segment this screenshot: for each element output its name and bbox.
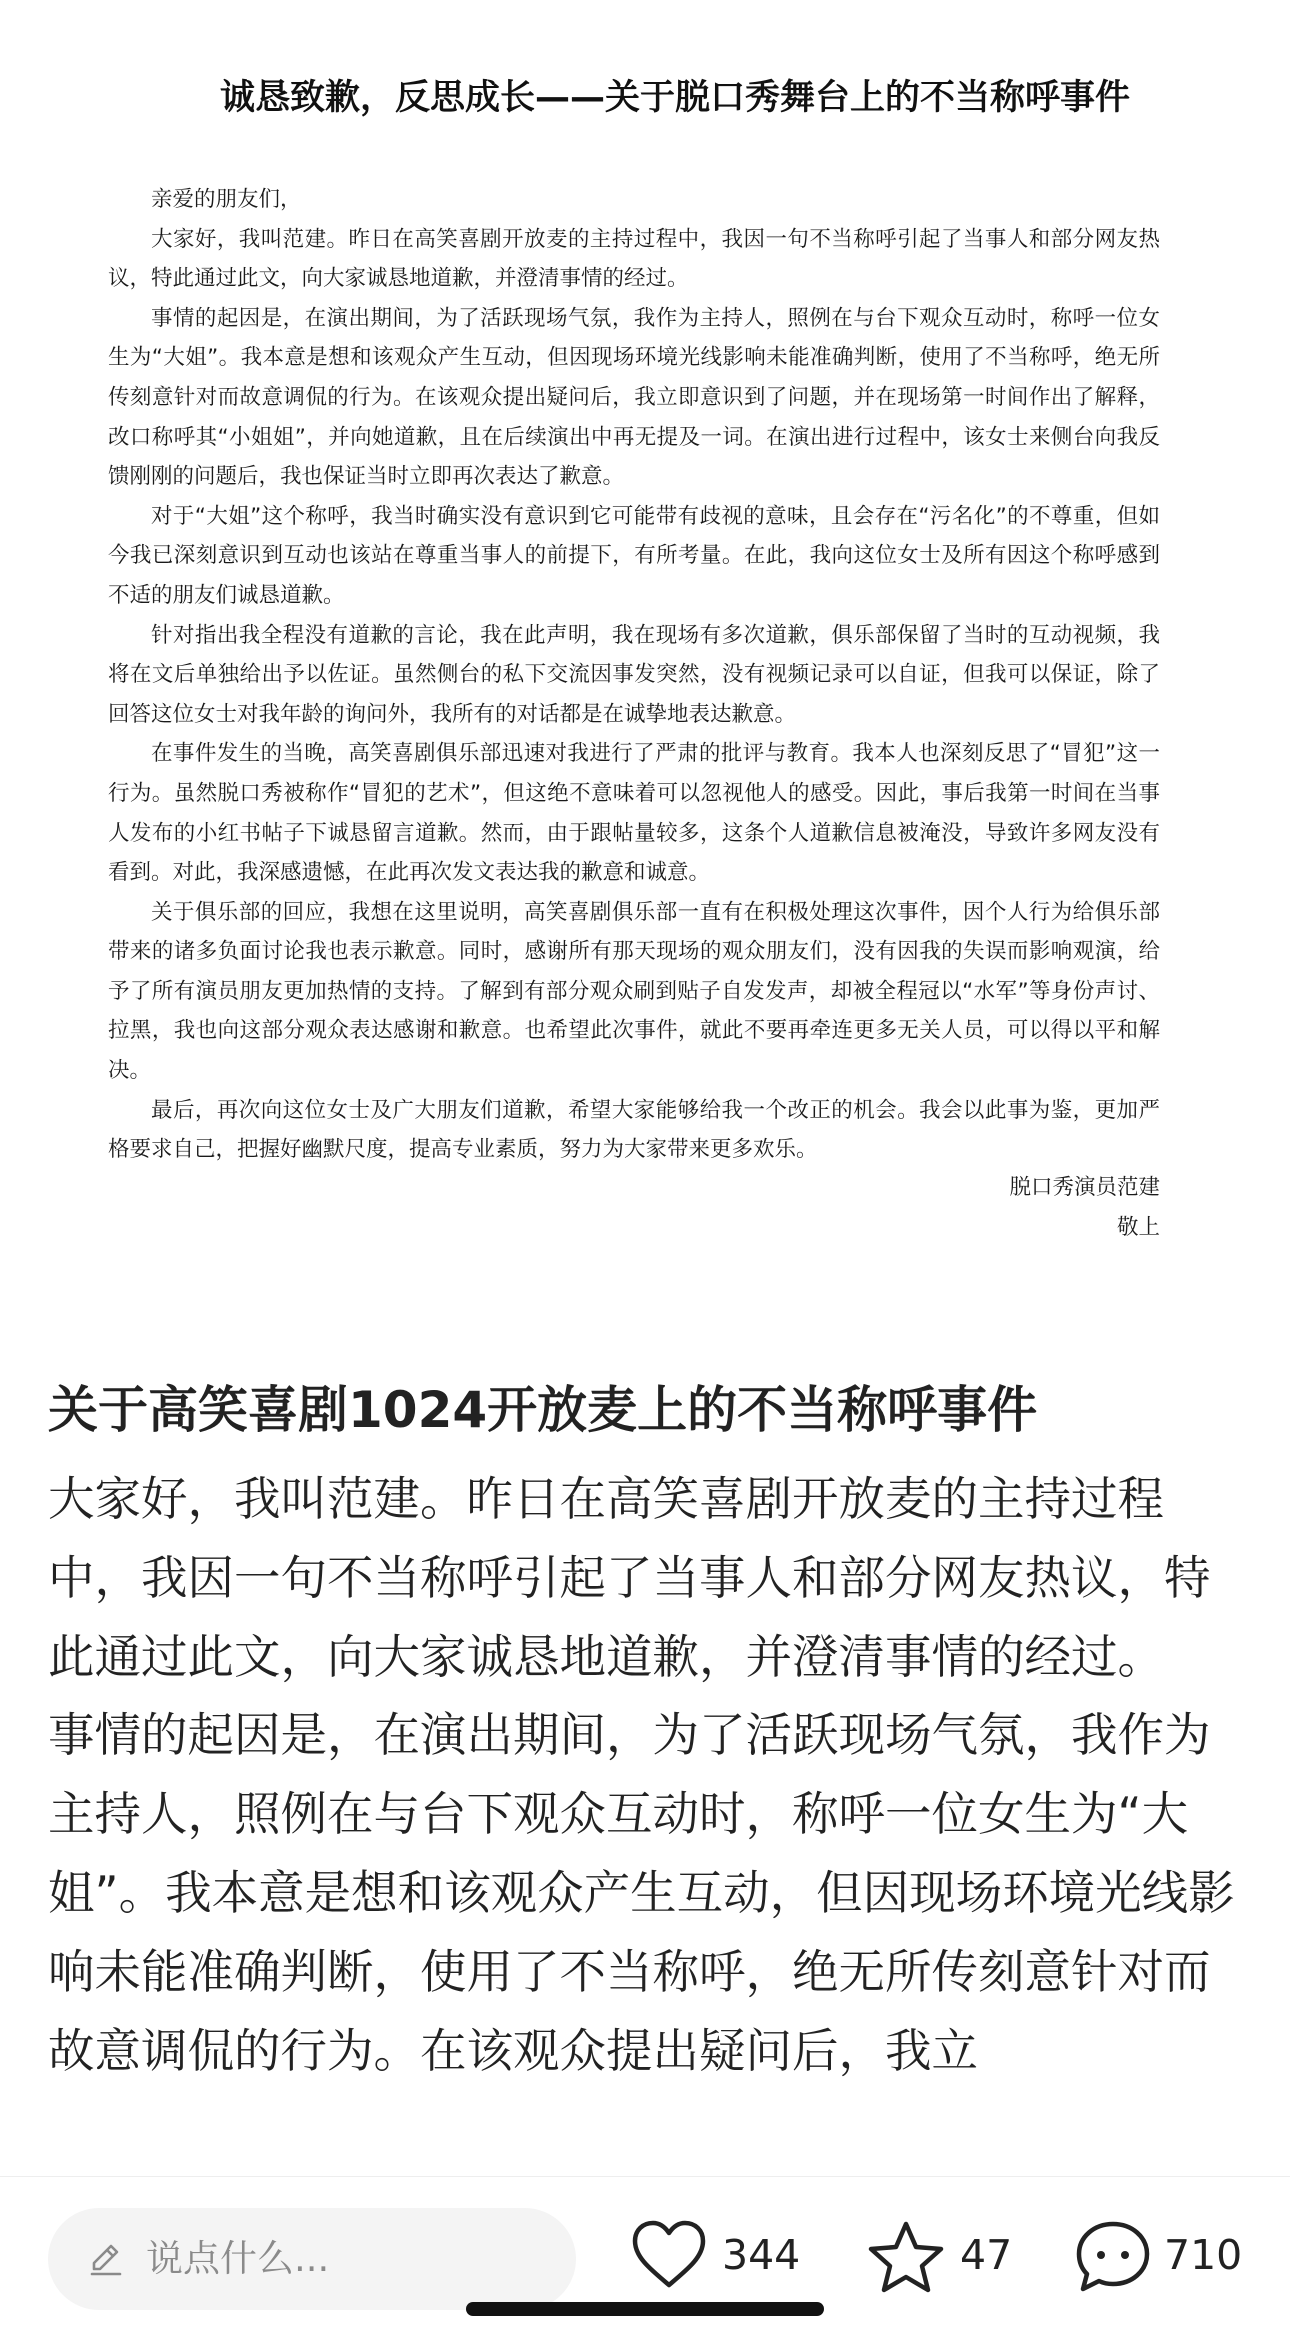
letter-paragraph: 最后，再次向这位女士及广大朋友们道歉，希望大家能够给我一个改正的机会。我会以此事为鉴，更加严格要求自己，把握好幽默尺度，提高专业素质，努力为大家带来更多欢乐。 xyxy=(108,1097,1160,1163)
favorite-count: 47 xyxy=(960,2231,1013,2279)
letter-greeting: 亲爱的朋友们， xyxy=(151,187,302,212)
letter-paragraph: 事情的起因是，在演出期间，为了活跃现场气氛，我作为主持人，照例在与台下观众互动时，称呼一位女生为“大姐”。我本意是想和该观众产生互动，但因现场环境光线影响未能准确判断，使用了不当称呼，绝无所传刻意针对而故意调侃的行为。在该观众提出疑问后，我立即意识到了问题，并在现场第一时间作出了解释，改口称呼其“小姐姐”，并向她道歉，且在后续演出中再无提及一词。在演出进行过程中，该女士来侧台向我反馈刚刚的问题后，我也保证当时立即再次表达了歉意。 xyxy=(108,305,1160,490)
letter-paragraph: 对于“大姐”这个称呼，我当时确实没有意识到它可能带有歧视的意味，且会存在“污名化”的不尊重，但如今我已深刻意识到互动也该站在尊重当事人的前提下，有所考量。在此，我向这位女士及所有因这个称呼感到不适的朋友们诚恳道歉。 xyxy=(108,503,1160,608)
heart-icon xyxy=(630,2219,708,2291)
comment-placeholder: 说点什么... xyxy=(146,2237,330,2280)
letter-closing: 敬上 xyxy=(1116,1214,1160,1240)
letter-paragraph: 关于俱乐部的回应，我想在这里说明，高笑喜剧俱乐部一直有在积极处理这次事件，因个人行为给俱乐部带来的诸多负面讨论我也表示歉意。同时，感谢所有那天现场的观众朋友们，没有因我的失误而影响观演，给予了所有演员朋友更加热情的支持。了解到有部分观众刷到贴子自发发声，却被全程冠以“水军”等身份声讨、拉黑，我也向这部分观众表达感谢和歉意。也希望此次事件，就此不要再牵连更多无关人员，可以得以平和解决。 xyxy=(108,899,1160,1084)
home-indicator[interactable] xyxy=(466,2302,824,2316)
like-count: 344 xyxy=(722,2231,801,2279)
comment-input[interactable] xyxy=(48,2208,576,2310)
like-button[interactable] xyxy=(630,2205,820,2305)
pen-icon xyxy=(86,2239,126,2279)
post-paragraph: 事情的起因是，在演出期间，为了活跃现场气氛，我作为主持人，照例在与台下观众互动时，称呼一位女生为“大姐”。我本意是想和该观众产生互动，但因现场环境光线影响未能准确判断，使用了不当称呼，绝无所传刻意针对而故意调侃的行为。在该观众提出疑问后，我立 xyxy=(48,1708,1235,2078)
post-body xyxy=(48,1460,1248,2176)
letter-paragraph: 针对指出我全程没有道歉的言论，我在此声明，我在现场有多次道歉，俱乐部保留了当时的互动视频，我将在文后单独给出予以佐证。虽然侧台的私下交流因事发突然，没有视频记录可以自证，但我可以保证，除了回答这位女士对我年龄的询问外，我所有的对话都是在诚挚地表达歉意。 xyxy=(108,622,1160,727)
comment-count: 710 xyxy=(1164,2231,1243,2279)
letter-signature: 脱口秀演员范建 xyxy=(1009,1175,1160,1200)
favorite-button[interactable] xyxy=(866,2205,1016,2305)
letter-title: 诚恳致歉，反思成长——关于脱口秀舞台上的不当称呼事件 xyxy=(219,78,1130,118)
comment-bubble-icon xyxy=(1074,2219,1152,2295)
post-title: 关于高笑喜剧1024开放麦上的不当称呼事件 xyxy=(48,1381,1038,1439)
star-icon xyxy=(866,2219,946,2295)
letter-paragraph: 大家好，我叫范建。昨日在高笑喜剧开放麦的主持过程中，我因一句不当称呼引起了当事人和部分网友热议，特此通过此文，向大家诚恳地道歉，并澄清事情的经过。 xyxy=(108,226,1160,292)
letter-body xyxy=(108,180,1160,1170)
letter-paragraph: 在事件发生的当晚，高笑喜剧俱乐部迅速对我进行了严肃的批评与教育。我本人也深刻反思了“冒犯”这一行为。虽然脱口秀被称作“冒犯的艺术”，但这绝不意味着可以忽视他人的感受。因此，事后我第一时间在当事人发布的小红书帖子下诚恳留言道歉。然而，由于跟帖量较多，这条个人道歉信息被淹没，导致许多网友没有看到。对此，我深感遗憾，在此再次发文表达我的歉意和诚意。 xyxy=(108,741,1160,886)
letter-signature-block xyxy=(1009,1168,1160,1247)
comment-button[interactable] xyxy=(1074,2205,1264,2305)
post-paragraph: 大家好，我叫范建。昨日在高笑喜剧开放麦的主持过程中，我因一句不当称呼引起了当事人和部分网友热议，特此通过此文，向大家诚恳地道歉，并澄清事情的经过。 xyxy=(48,1472,1211,1684)
